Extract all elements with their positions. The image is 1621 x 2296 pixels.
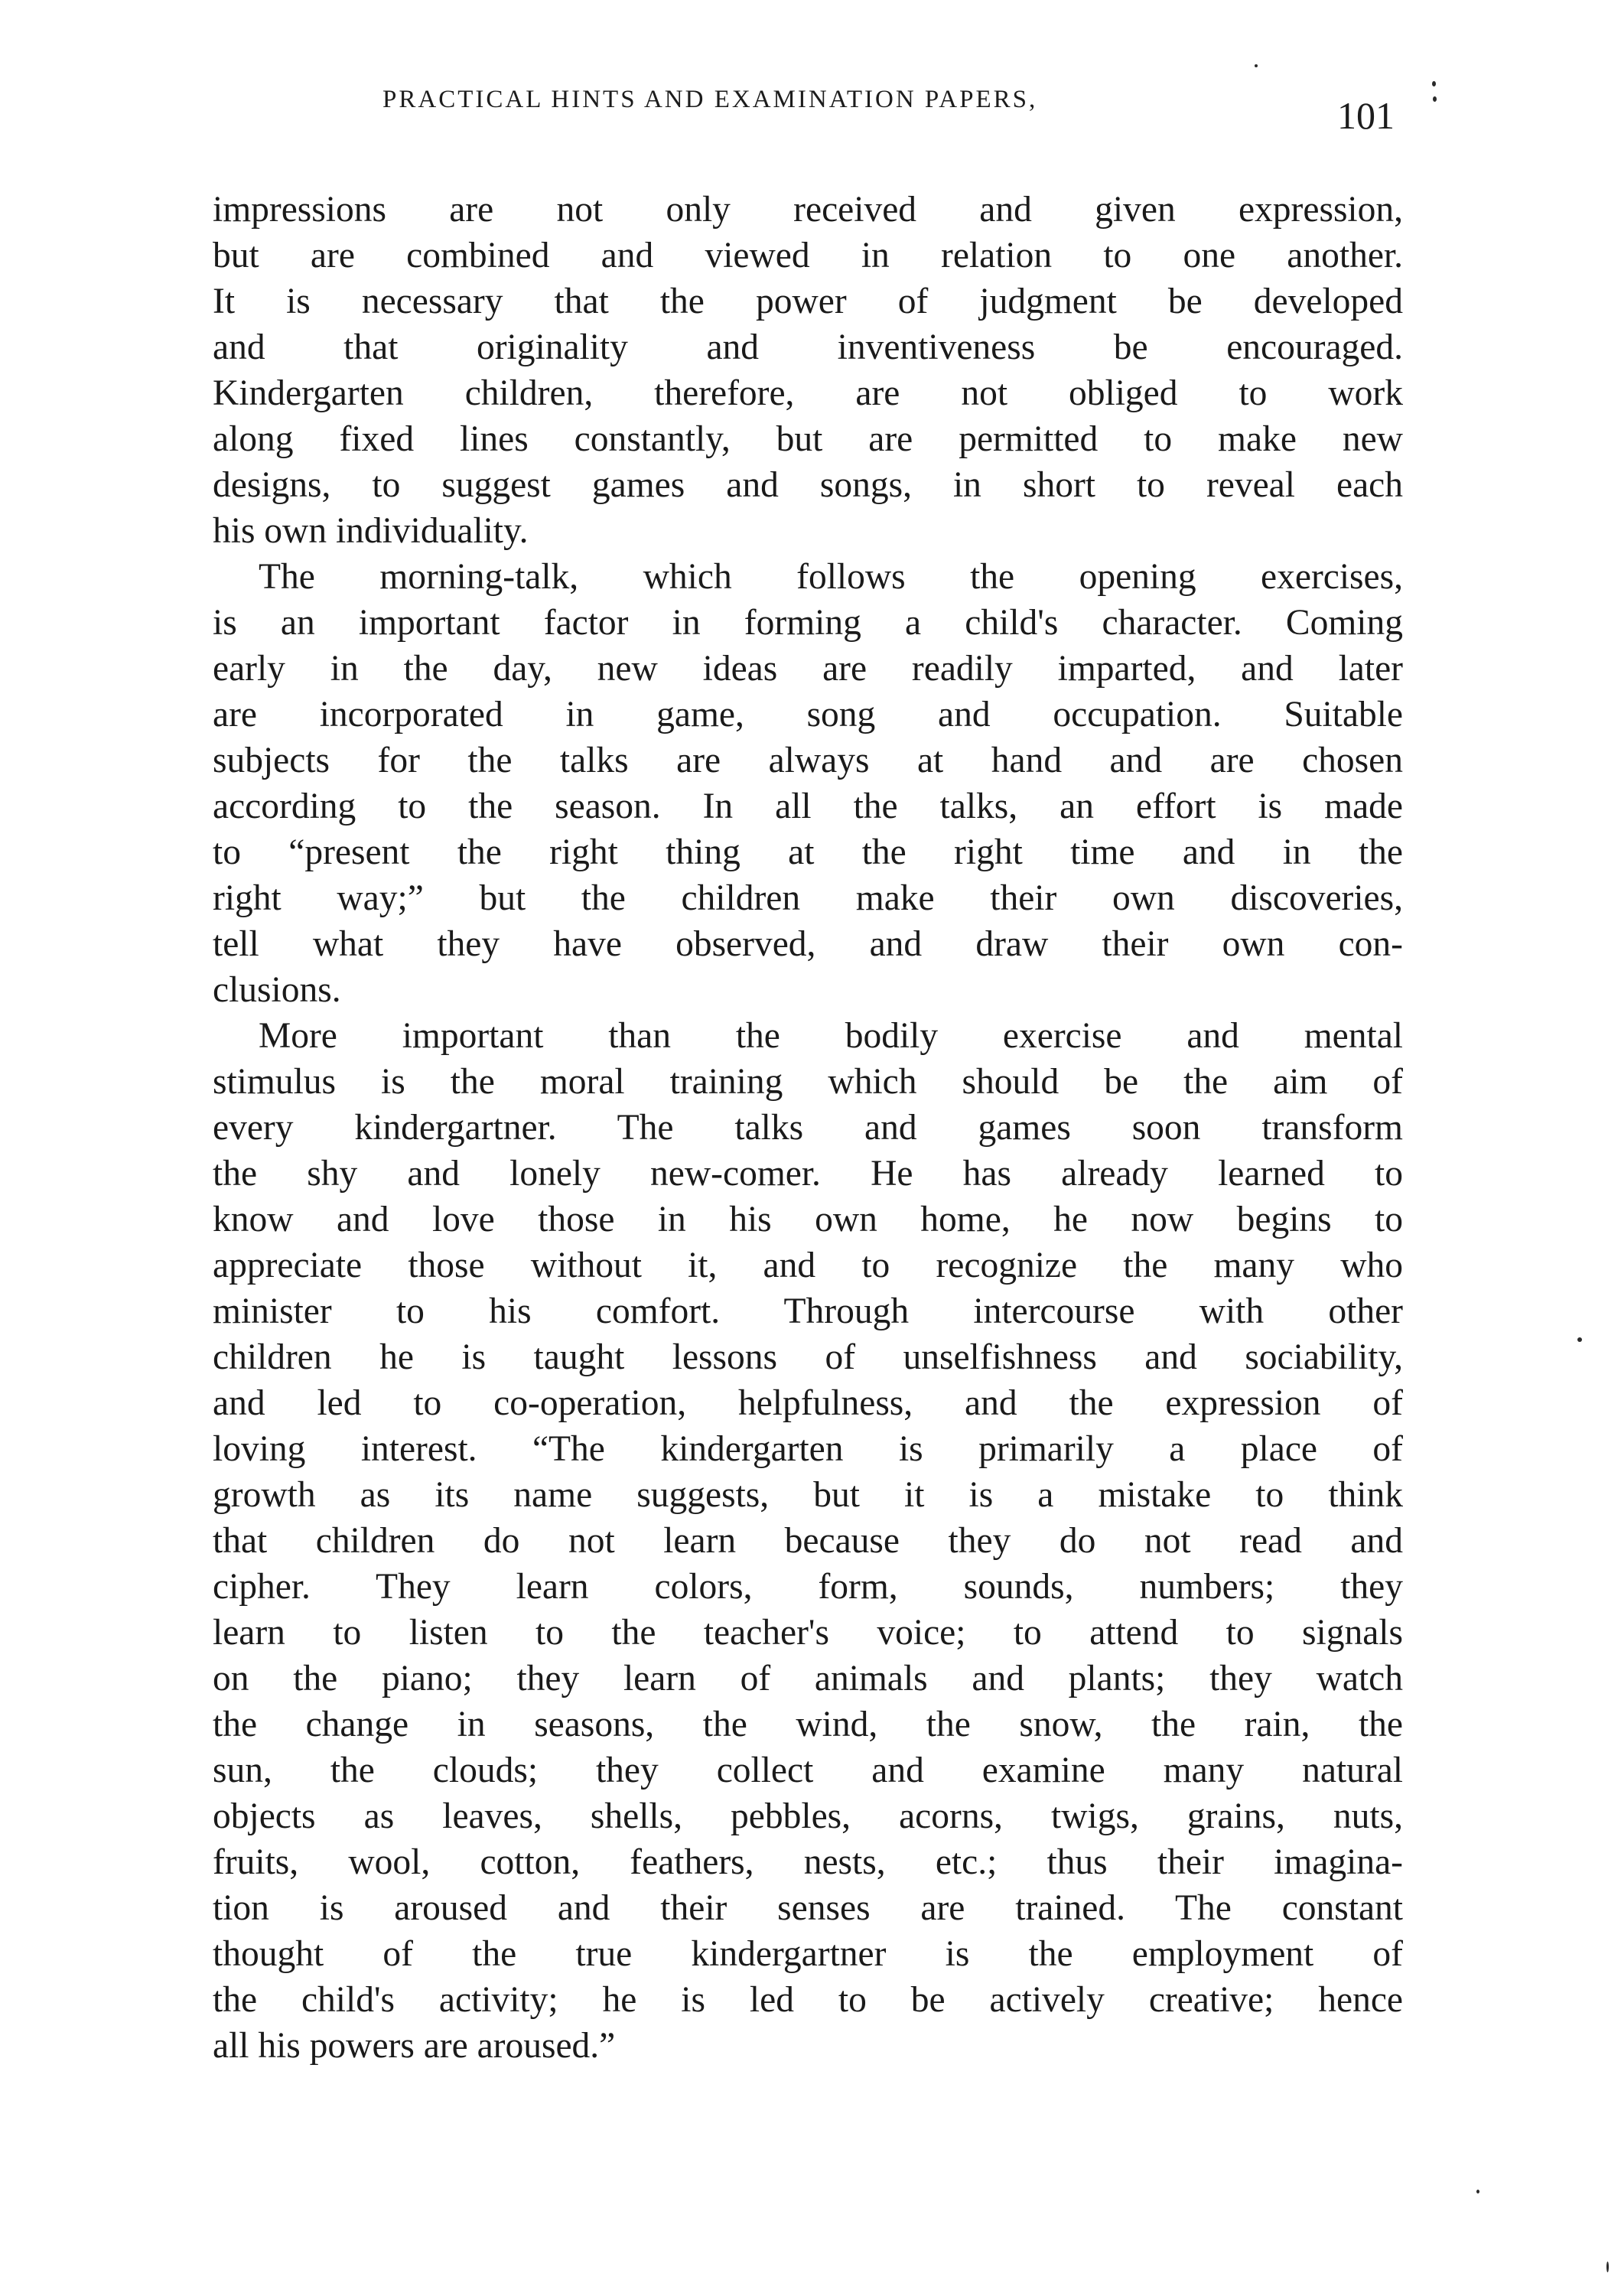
text-line: loving interest. “The kindergarten is primarily a place of	[213, 1429, 1403, 1469]
text-line: The morning-talk, which follows the opening exercises,	[259, 557, 1403, 597]
scan-speck	[1255, 64, 1258, 67]
text-line: tell what they have observed, and draw their own con-	[213, 924, 1403, 964]
paragraph-2	[213, 554, 1403, 1013]
text-line: objects as leaves, shells, pebbles, acorns, twigs, grains, nuts,	[213, 1796, 1403, 1836]
text-line: designs, to suggest games and songs, in short to reveal each	[213, 465, 1403, 505]
text-line: cipher. They learn colors, form, sounds, numbers; they	[213, 1567, 1403, 1607]
text-line: the shy and lonely new-comer. He has already learned to	[213, 1154, 1403, 1194]
text-line: learn to listen to the teacher's voice; to attend to signals	[213, 1613, 1403, 1653]
text-line: subjects for the talks are always at hand and are chosen	[213, 741, 1403, 780]
text-line: Kindergarten children, therefore, are not obliged to work	[213, 373, 1403, 413]
text-line: and led to co-operation, helpfulness, and the expression of	[213, 1383, 1403, 1423]
text-line: early in the day, new ideas are readily imparted, and later	[213, 649, 1403, 689]
body-text	[213, 187, 1403, 2069]
text-line: all his powers are aroused.”	[213, 2026, 616, 2066]
text-line: are incorporated in game, song and occupation. Suitable	[213, 695, 1403, 734]
text-line: children he is taught lessons of unselfishness and sociability,	[213, 1337, 1403, 1377]
text-line: sun, the clouds; they collect and examine many natural	[213, 1750, 1403, 1790]
text-line: is an important factor in forming a child's character. Coming	[213, 603, 1403, 643]
text-line: minister to his comfort. Through intercourse with other	[213, 1291, 1403, 1331]
scan-speck	[1476, 2190, 1479, 2193]
scan-speck	[1606, 2262, 1609, 2272]
text-line: to “present the right thing at the right time and in the	[213, 832, 1403, 872]
text-line: right way;” but the children make their own discoveries,	[213, 878, 1403, 918]
text-line: on the piano; they learn of animals and plants; they watch	[213, 1659, 1403, 1698]
text-line: every kindergartner. The talks and games soon transform	[213, 1108, 1403, 1148]
text-line: according to the season. In all the talks, an effort is made	[213, 787, 1403, 826]
text-line: fruits, wool, cotton, feathers, nests, etc.; thus their imagina-	[213, 1842, 1403, 1882]
text-line: appreciate those without it, and to recognize the many who	[213, 1246, 1403, 1285]
text-line: that children do not learn because they do not read and	[213, 1521, 1403, 1561]
text-line: growth as its name suggests, but it is a mistake to think	[213, 1475, 1403, 1515]
text-line: More important than the bodily exercise and mental	[259, 1016, 1403, 1056]
text-line: tion is aroused and their senses are trained. The constant	[213, 1888, 1403, 1928]
text-line: know and love those in his own home, he now begins to	[213, 1200, 1403, 1239]
paragraph-3	[213, 1013, 1403, 2069]
text-line: his own individuality.	[213, 511, 529, 551]
paragraph-1	[213, 187, 1403, 554]
scan-speck	[1432, 81, 1436, 86]
text-line: clusions.	[213, 970, 341, 1010]
running-head: PRACTICAL HINTS AND EXAMINATION PAPERS,	[382, 86, 1038, 113]
text-line: thought of the true kindergartner is the employment of	[213, 1934, 1403, 1974]
text-line: the child's activity; he is led to be actively creative; hence	[213, 1980, 1403, 2020]
scan-speck	[1433, 96, 1437, 102]
text-line: the change in seasons, the wind, the snow, the rain, the	[213, 1705, 1403, 1744]
text-line: and that originality and inventiveness be encouraged.	[213, 327, 1403, 367]
text-line: but are combined and viewed in relation to one another.	[213, 236, 1403, 275]
text-line: It is necessary that the power of judgment be developed	[213, 282, 1403, 321]
page-number: 101	[1337, 94, 1395, 137]
scan-speck	[1577, 1337, 1582, 1342]
text-line: impressions are not only received and given expression,	[213, 190, 1403, 230]
text-line: stimulus is the moral training which should be the aim of	[213, 1062, 1403, 1102]
text-line: along fixed lines constantly, but are permitted to make new	[213, 419, 1403, 459]
